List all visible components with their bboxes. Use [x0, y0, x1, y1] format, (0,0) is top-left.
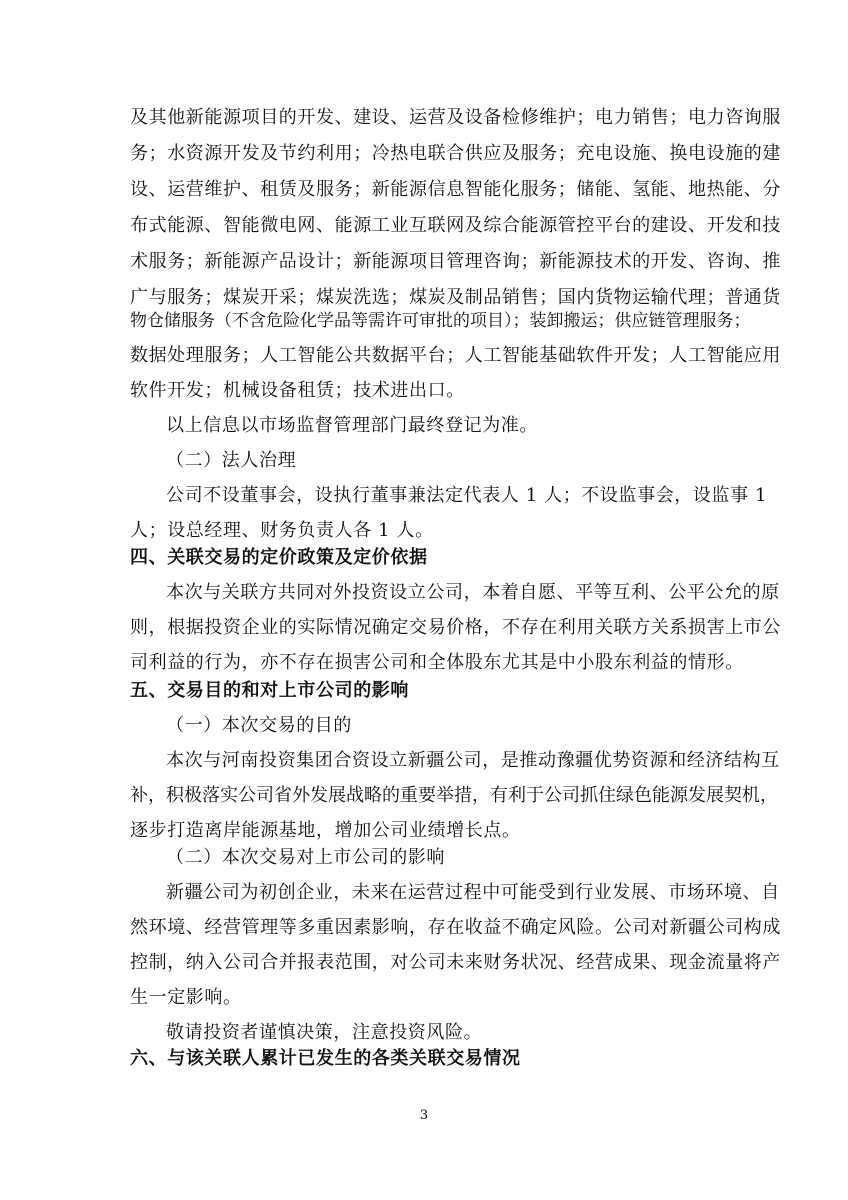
- body-text-line: 控制，纳入公司合并报表范围，对公司未来财务状况、经营成果、现金流量将产: [130, 952, 781, 973]
- body-text-line: 公司不设董事会，设执行董事兼法定代表人 1 人；不设监事会，设监事 1: [166, 485, 768, 506]
- body-text-line: 新疆公司为初创企业，未来在运营过程中可能受到行业发展、市场环境、自: [166, 882, 780, 903]
- body-text-line: 布式能源、智能微电网、能源工业互联网及综合能源管控平台的建设、开发和技: [130, 215, 781, 236]
- body-text-line: 数据处理服务；人工智能公共数据平台；人工智能基础软件开发；人工智能应用: [130, 345, 781, 366]
- body-text-line: 人；设总经理、财务负责人各 1 人。: [130, 520, 434, 541]
- body-text-line: 逐步打造离岸能源基地，增加公司业绩增长点。: [130, 820, 521, 841]
- body-text-line: 及其他新能源项目的开发、建设、运营及设备检修维护；电力销售；电力咨询服: [130, 107, 781, 128]
- section-heading: 四、关联交易的定价政策及定价依据: [130, 547, 428, 568]
- body-text-line: 广与服务；煤炭开采；煤炭洗选；煤炭及制品销售；国内货物运输代理；普通货: [130, 287, 781, 308]
- body-text-line: 软件开发；机械设备租赁；技术进出口。: [130, 380, 465, 401]
- body-text-line: 司利益的行为，亦不存在损害公司和全体股东尤其是中小股东利益的情形。: [130, 652, 744, 673]
- subsection-heading: （二）法人治理: [166, 450, 297, 471]
- body-text-line: 则，根据投资企业的实际情况确定交易价格，不存在利用关联方关系损害上市公: [130, 617, 781, 638]
- body-text-line: 本次与关联方共同对外投资设立公司，本着自愿、平等互利、公平公允的原: [166, 582, 780, 603]
- paragraph-text: 敬请投资者谨慎决策，注意投资风险。: [166, 1022, 483, 1043]
- section-heading: 五、交易目的和对上市公司的影响: [130, 680, 409, 701]
- body-text-line: 然环境、经营管理等多重因素影响，存在收益不确定风险。公司对新疆公司构成: [130, 917, 781, 938]
- subsection-heading: （二）本次交易对上市公司的影响: [166, 847, 445, 868]
- page-number: 3: [419, 1108, 429, 1123]
- body-text-line: 本次与河南投资集团合资设立新疆公司，是推动豫疆优势资源和经济结构互: [166, 750, 780, 771]
- body-text-line: 物仓储服务（不含危险化学品等需许可审批的项目）；装卸搬运；供应链管理服务；: [130, 311, 751, 331]
- body-text-line: 设、运营维护、租赁及服务；新能源信息智能化服务；储能、氢能、地热能、分: [130, 179, 781, 200]
- body-text-line: 务；水资源开发及节约利用；冷热电联合供应及服务；充电设施、换电设施的建: [130, 143, 781, 164]
- paragraph-text: 以上信息以市场监督管理部门最终登记为准。: [166, 415, 538, 436]
- body-text-line: 补，积极落实公司省外发展战略的重要举措，有利于公司抓住绿色能源发展契机，: [130, 785, 778, 806]
- subsection-heading: （一）本次交易的目的: [166, 715, 352, 736]
- body-text-line: 术服务；新能源产品设计；新能源项目管理咨询；新能源技术的开发、咨询、推: [130, 251, 781, 272]
- section-heading: 六、与该关联人累计已发生的各类关联交易情况: [130, 1048, 521, 1069]
- body-text-line: 生一定影响。: [130, 987, 242, 1008]
